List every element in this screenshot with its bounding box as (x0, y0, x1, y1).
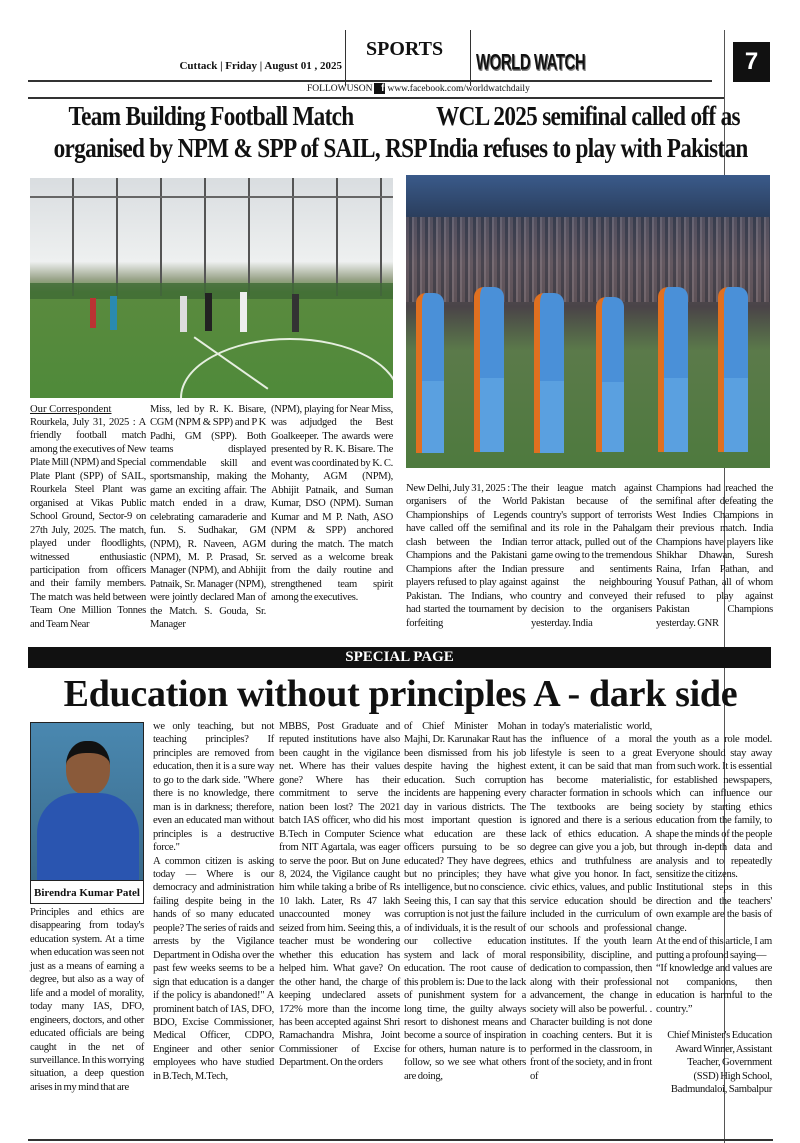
follow-label: FOLLOWUSON (307, 83, 373, 94)
divider (470, 30, 471, 86)
author-photo (31, 723, 143, 880)
cricket-headline (428, 100, 748, 164)
special-page-banner (28, 647, 771, 668)
author-box (30, 722, 144, 904)
page-bottom-rule (28, 1139, 773, 1141)
article-column: of Chief Minister Mohan Majhi, Dr. Karunakar Raut has been dismissed from his job despite having the highest education. Such corruption incidents are happening every day in various districts. The most important question is what education are these officers pursuing to be so educated? They have degrees, but no principles; they have intelligence, but no conscience. Seeing this, I can say that this corruption is not just the failure of individuals, it is the result of our collective education system and lack of moral education. The root cause of this problem is: Due to the lack of punishment system for a long time, the guilty always resort to dishonest means and become a source of inspiration for others, human nature is to follow, so we see what others are doing, (404, 721, 526, 1082)
author-signature: Chief Minister's Education Award Winner, Assistant Teacher, Government (SSD) High School, Badmundaloi, Sambalpur (667, 1030, 772, 1096)
world-watch-logo: WORLD WATCH (476, 50, 586, 76)
article-column: in today's materialistic world, the influence of a moral lifestyle is seen to a great extent, it can be said that man has become materialistic, character formation in schools The textbooks are being ignored and there is a serious lack of ethics education. A degree can give you a job, but ethics and truthfulness are what give you honor. In fact, civic ethics, values, and public service education should be included in the curriculum of our schools and professional institutes. If the youth learn responsibility, discipline, and dedication to compassion, then along with their professional advancement, the change in society will also be powerful. . Character building is not done in coaching centers. But it is performed in the classroom, in front of the society, and in front of (530, 721, 652, 1082)
article-column: Principles and ethics are disappearing from today's education system. At a time when education was seen not just as a means of earning a degree, but also as a way of life and a model of morality, today many IAS, DFO, engineers, doctors, and other educated officials are being caught in the net of surveillance. In this worrying situation, a deep question arises in my mind that are (30, 907, 144, 1093)
column-text: the youth as a role model. Everyone should stay away from such work. It is essential for established newspapers, which can influence our society by starting ethics education from the family, to shape the minds of the people through in-depth data and analysis and to repeatedly sensitize the citizens. Institutional steps in this direction and the teachers' own example are the basis of change. At the end of this article, I am putting a profound saying— “If knowledge and values are not companions, then education is harmful to the country.” (656, 734, 772, 1015)
headline-line: India refuses to play with Pakistan (428, 133, 748, 163)
page-number (733, 42, 770, 82)
page-number-text: 7 (744, 48, 759, 75)
article-column: we only teaching, but not teaching principles? If principles are removed from education, then it is a sure way to go to the dark side. "Where there is no knowledge, there man is in darkness; therefore, even an educated man without principles is a destructive force." A common citizen is asking today — Where is our democracy and administration failing despite being in the hands of so many educated people? The series of raids and arrests by the Vigilance Department in Odisha over the past few weeks seems to be a sign that education is a danger if the policy is abandoned!" A prominent batch of IAS, DFO, BDO, Excise Commissioner, Medical Officer, CDPO, Engineer and other senior employees who have studied in B.Tech, M.Tech, (153, 721, 274, 1082)
football-headline (53, 100, 427, 164)
masthead-bottom-rule (28, 97, 724, 99)
banner-label: SPECIAL PAGE (345, 649, 454, 665)
article-column: Champions had reached the semifinal after defeating the West Indies Champions in their previous match. India Champions have players like Shikhar Dhawan, Suresh Raina, Irfan Pathan, and Yousuf Pathan, all of whom refused to play against Pakistan Champions yesterday. GNR (656, 483, 773, 629)
cricket-team-photo (406, 175, 770, 468)
facebook-icon: f (374, 83, 385, 94)
masthead-rule (28, 80, 712, 82)
section-title: SPORTS (366, 38, 444, 60)
facebook-link[interactable]: www.facebook.com/worldwatchdaily (387, 83, 530, 94)
follow-us (307, 83, 530, 94)
headline-line: Team Building Football Match (68, 101, 354, 131)
article-column: Miss, led by R. K. Bisare, CGM (NPM & SPP) and P K Padhi, GM (SPP). Both teams displayed commendable skill and sportsmanship, making the game an exciting affair. The match ended in a draw, celebrating camaraderie and fun. S. Sudhakar, GM (NPM), R. Naveen, AGM (NPM), M. P. Prasad, Sr. Manager (NPM), and Abhijit Patnaik, Sr. Manager (NPM), were jointly declared Man of the Match. S. Gouda, Sr. Manager (150, 404, 266, 631)
divider (345, 30, 346, 86)
author-name: Birendra Kumar Patel (31, 880, 143, 905)
dateline: Cuttack | Friday | August 01 , 2025 (179, 60, 342, 72)
article-column: MBBS, Post Graduate and reputed institutions have also been caught in the vigilance net. Where has their values gone? Where has their commitment to serve the nation been lost? The 2021 batch IAS officer, who did his B.Tech in Computer Science from NIT Agartala, was eager to serve the poor. But on June 8, 2024, the Vigilance caught him while taking a bribe of Rs 10 lakh. Later, Rs 47 lakh unaccounted money was seized from him. Seeing this, a teacher must be wondering whether this education has helped him. What gave? On the other hand, the charge of keeping undeclared assets 172% more than the income has been accepted against Shri Ramachandra Mishra, Joint Commissioner of Excise Department. On the orders (279, 721, 400, 1069)
article-column: New Delhi, July 31, 2025 : The organisers of the World Championships of Legends have called off the semifinal clash between the Indian Champions and the Pakistani Champions after the Indian players refused to play against Pakistan. The Indians, who had started the tournament by forfeiting (406, 483, 527, 629)
article-column (656, 720, 772, 1110)
byline: Our Correspondent (30, 404, 112, 415)
headline-line: WCL 2025 semifinal called off as (436, 101, 740, 131)
football-match-photo (30, 178, 393, 398)
article-column: Rourkela, July 31, 2025 : A friendly football match among the executives of New Plate Mill (NPM) and Special Plate Plant (SPP) of SAIL, Rourkela Steel Plant was organised at Vikas Public School Ground, Sector-9 on 27th July, 2025. The match, played under floodlights, witnessed enthusiastic participation from officers and their family members. The match was held between Team One Million Tonnes and Team Near (30, 417, 146, 630)
article-column: their league match against Pakistan because of the country's support of terrorists and its role in the Pahalgam terror attack, pulled out of the game owing to the tremendous pressure and sentiments against the neighbouring country and conveyed their decision to the organisers yesterday. India (531, 483, 652, 629)
headline-line: organised by NPM & SPP of SAIL, RSP (53, 133, 427, 163)
education-headline: Education without principles A - dark side (63, 673, 738, 715)
article-column: (NPM), playing for Near Miss, was adjudged the Best Goalkeeper. The awards were presented by R. K. Bisare. The event was coordinated by K. C. Mohanty, AGM (NPM), Abhijit Patnaik, and Suman Kumar, DSO (NPM). Suman Kumar and M P. Nath, ASO (NPM & SPP) anchored during the match. The match served as a welcome break from the daily routine and strengthened team spirit among the executives. (271, 404, 393, 604)
